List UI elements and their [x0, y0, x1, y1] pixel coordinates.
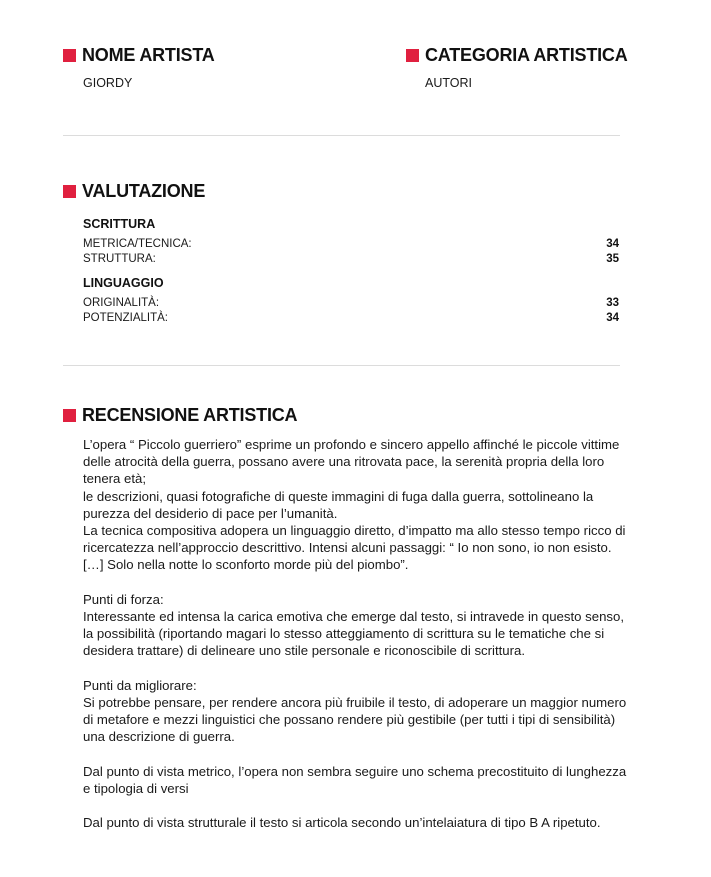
review-paragraph: L’opera “ Piccolo guerriero” esprime un profondo e sincero appello affinché le piccole vittime delle atrocità della guerra, possano avere una ritrovata pace, la serenità propria della loro tenera età; [83, 437, 620, 487]
red-square-marker-icon [63, 185, 76, 198]
red-square-marker-icon [63, 49, 76, 62]
red-square-marker-icon [406, 49, 419, 62]
category-heading [406, 45, 628, 66]
review-body [83, 436, 628, 832]
spacer [83, 660, 628, 677]
category-value: AUTORI [425, 76, 472, 90]
score-value: 34 [606, 238, 619, 250]
artist-name-heading [63, 45, 215, 66]
score-row [83, 296, 619, 311]
evaluation-heading [63, 181, 205, 202]
score-value: 35 [606, 253, 619, 265]
review-heading [63, 405, 297, 426]
spacer [83, 746, 628, 763]
artist-name-title: NOME ARTISTA [82, 45, 215, 65]
score-label: METRICA/TECNICA: [83, 238, 192, 250]
review-title: RECENSIONE ARTISTICA [82, 405, 298, 425]
review-paragraph: La tecnica compositiva adopera un linguaggio diretto, d’impatto ma allo stesso tempo ricco di ricercatezza nell’approccio descrittivo. Intensi alcuni passaggi: “ Io non sono, io non esisto. […] Solo nella notte lo sconforto morde più del piombo”. [83, 523, 626, 573]
group-title-scrittura: SCRITTURA [83, 217, 156, 231]
review-paragraph: le descrizioni, quasi fotografiche di queste immagini di fuga dalla guerra, sottolineano la purezza del desiderio di pace per l’umanità. [83, 488, 594, 521]
evaluation-title: VALUTAZIONE [82, 181, 206, 201]
score-label: ORIGINALITÀ: [83, 297, 160, 309]
spacer [83, 797, 628, 814]
score-label: STRUTTURA: [83, 253, 156, 265]
score-value: 33 [606, 297, 619, 309]
spacer [83, 574, 628, 591]
score-row [83, 311, 619, 326]
score-label: POTENZIALITÀ: [83, 312, 168, 324]
structure-note: Dal punto di vista strutturale il testo si articola secondo un’intelaiatura di tipo B A ripetuto. [83, 815, 601, 831]
group-title-linguaggio: LINGUAGGIO [83, 276, 164, 290]
metric-note: Dal punto di vista metrico, l’opera non sembra seguire uno schema precostituito di lunghezza e tipologia di versi [83, 763, 627, 797]
improve-label: Punti da migliorare: [83, 677, 197, 693]
score-row [83, 237, 619, 252]
artist-name-value: GIORDY [83, 76, 133, 90]
strengths-label: Punti di forza: [83, 591, 164, 607]
score-row [83, 252, 619, 267]
divider [63, 365, 620, 366]
category-title: CATEGORIA ARTISTICA [425, 45, 628, 65]
red-square-marker-icon [63, 409, 76, 422]
divider [63, 135, 620, 136]
score-value: 34 [606, 312, 619, 324]
strengths-text: Interessante ed intensa la carica emotiva che emerge dal testo, si intravede in questo senso, la possibilità (riportando magari lo stesso atteggiamento di scrittura su le tematiche che si desidera trattare) di delineare uno stile personale e riconoscibile di scrittura. [83, 609, 624, 659]
improve-text: Si potrebbe pensare, per rendere ancora più fruibile il testo, di adoperare un maggior numero di metafore e mezzi linguistici che possano rendere più gestibile (per tutti i tipi di sensibilità) una descrizione di guerra. [83, 695, 627, 745]
